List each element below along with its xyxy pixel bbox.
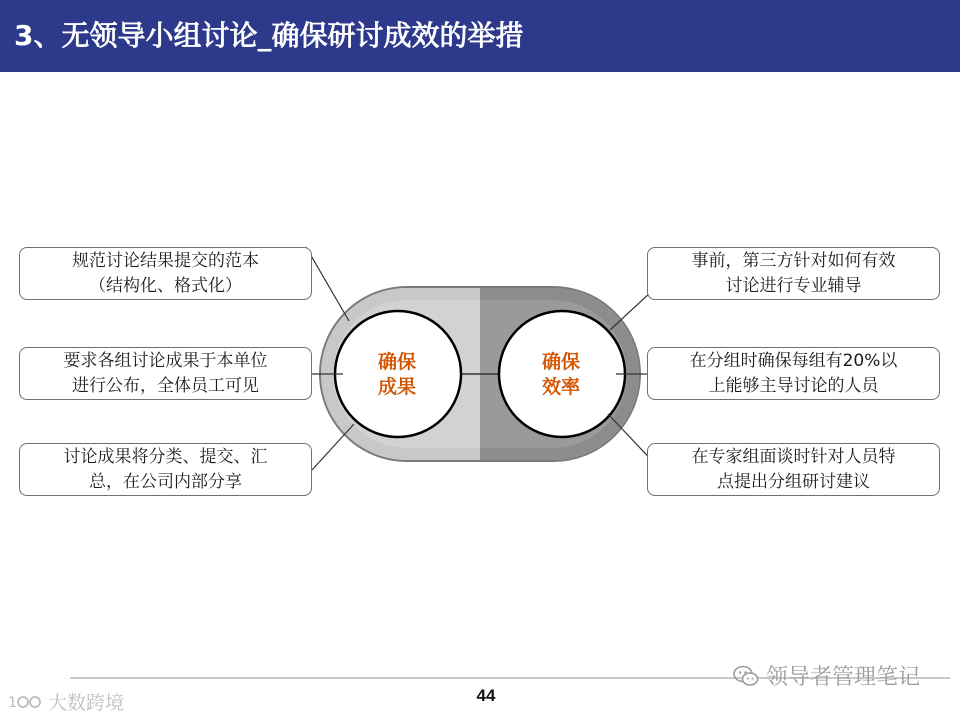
circle-right-label [531,350,591,400]
left-box-2-line2: 进行公布，全体员工可见 [72,375,259,396]
right-box-coaching [647,247,940,300]
circle-right-line1: 确保 [541,351,580,373]
page-number: 44 [476,686,496,705]
right-box-3-line2: 点提出分组研讨建议 [717,471,870,492]
circle-left-label [367,350,427,400]
brand-logo-icon [8,692,44,712]
left-box-1-line1: 规范讨论结果提交的范本 [72,250,259,271]
svg-text:1: 1 [8,694,17,711]
right-box-1-line1: 事前，第三方针对如何有效 [691,250,896,271]
left-box-3-line2: 总，在公司内部分享 [89,471,242,492]
watermark-right-text: 领导者管理笔记 [766,665,921,690]
right-box-2-line1: 在分组时确保每组有20%以 [689,350,898,371]
wechat-icon [732,664,760,688]
connector-right-1 [610,291,652,330]
right-box-expert [647,443,940,496]
circle-left-line1: 确保 [377,351,416,373]
watermark-right [732,660,920,691]
circle-left-line2: 成果 [377,376,416,398]
watermark-left [8,688,124,715]
slide-title: 3、无领导小组讨论_确保研讨成效的举措 [14,19,524,52]
left-box-publish [19,347,312,400]
right-box-3-line1: 在专家组面谈时针对人员特 [691,446,896,467]
left-box-2-line1: 要求各组讨论成果于本单位 [63,350,268,371]
left-box-1-line2: （结构化、格式化） [89,275,242,296]
left-box-3-line1: 讨论成果将分类、提交、汇 [63,446,268,467]
circle-right-line2: 效率 [541,376,580,398]
right-box-grouping [647,347,940,400]
right-box-1-line2: 讨论进行专业辅导 [725,275,862,296]
right-box-2-line2: 上能够主导讨论的人员 [708,375,879,396]
connector-left-3 [312,424,354,470]
left-box-share [19,443,312,496]
watermark-left-text: 大数跨境 [48,692,125,714]
connector-left-1 [306,247,349,321]
left-box-template [19,247,312,300]
